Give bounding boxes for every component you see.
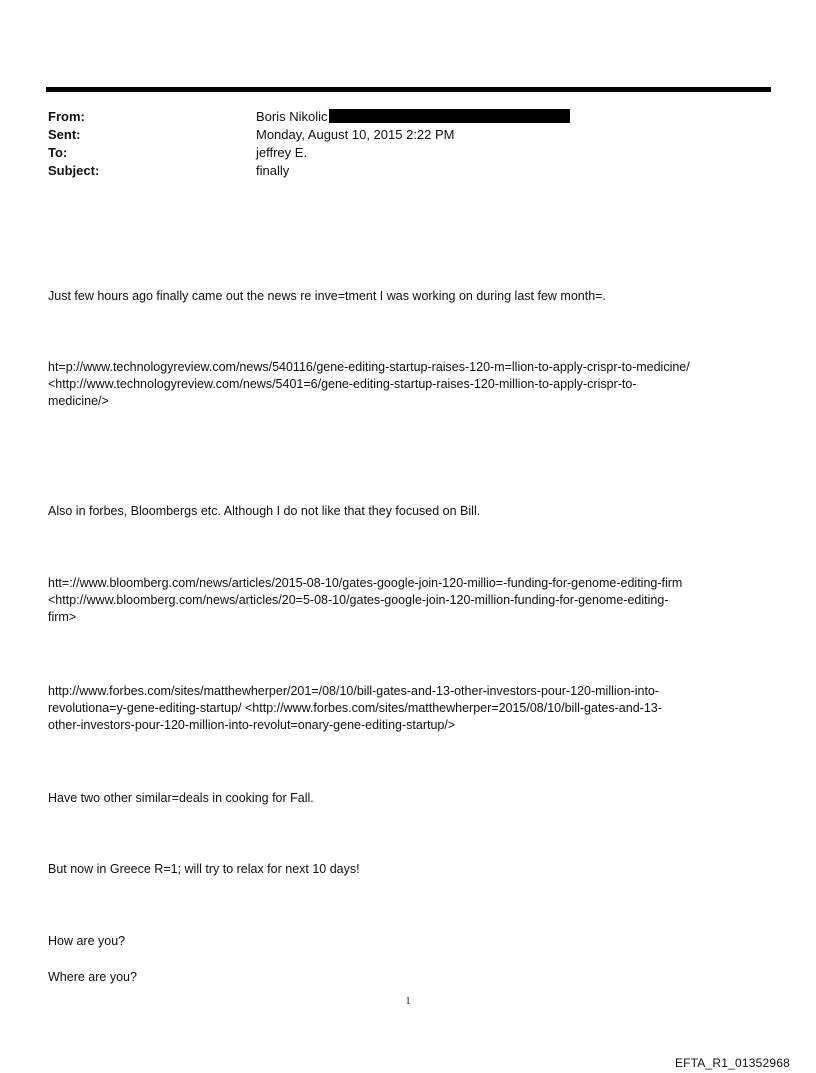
header-top-rule — [46, 87, 771, 92]
sent-value: Monday, August 10, 2015 2:22 PM — [256, 127, 455, 142]
sent-row — [48, 126, 768, 144]
body-paragraph-1: Just few hours ago finally came out the news re inve=tment I was working on during last few month=. — [48, 289, 606, 303]
body-paragraph-4 — [48, 575, 776, 626]
forbes-link-line-3: other-investors-pour-120-million-into-revolut=onary-gene-editing-startup/> — [48, 718, 456, 732]
technologyreview-link-line-1: ht=p://www.technologyreview.com/news/540116/gene-editing-startup-raises-120-m=llion-to-apply-crispr-to-medicine/ — [48, 360, 690, 374]
from-row — [48, 108, 768, 126]
body-paragraph-2 — [48, 359, 776, 410]
sent-label: Sent: — [48, 127, 81, 142]
forbes-link-line-1: http://www.forbes.com/sites/matthewherper/201=/08/10/bill-gates-and-13-other-investors-pour-120-million-into- — [48, 684, 660, 698]
subject-label: Subject: — [48, 163, 100, 178]
technologyreview-link-line-2: <http://www.technologyreview.com/news/5401=6/gene-editing-startup-raises-120-million-to-apply-crispr-to- — [48, 377, 637, 391]
document-id: EFTA_R1_01352968 — [674, 1056, 790, 1070]
subject-value: finally — [256, 163, 290, 178]
page-number: 1 — [405, 996, 411, 1007]
to-row — [48, 144, 768, 162]
body-paragraph-5 — [48, 683, 776, 734]
bloomberg-link-line-3: firm> — [48, 610, 77, 624]
body-paragraph-6: Have two other similar=deals in cooking for Fall. — [48, 791, 314, 805]
to-label: To: — [48, 145, 68, 160]
forbes-link-line-2: revolutiona=y-gene-editing-startup/ <http://www.forbes.com/sites/matthewherper=2015/08/10/bill-gates-and-13- — [48, 701, 662, 715]
from-value-wrap — [256, 108, 570, 126]
bloomberg-link-line-1: htt=://www.bloomberg.com/news/articles/2015-08-10/gates-google-join-120-millio=-funding-for-genome-editing-firm — [48, 576, 683, 590]
redaction-bar — [329, 109, 570, 123]
bloomberg-link-line-2: <http://www.bloomberg.com/news/articles/20=5-08-10/gates-google-join-120-million-funding-for-genome-editing- — [48, 593, 669, 607]
body-paragraph-8: How are you? — [48, 934, 126, 948]
body-paragraph-9: Where are you? — [48, 970, 137, 984]
to-value: jeffrey E. — [256, 145, 308, 160]
from-value: Boris Nikolic — [256, 109, 328, 124]
body-paragraph-3: Also in forbes, Bloombergs etc. Although I do not like that they focused on Bill. — [48, 504, 481, 518]
technologyreview-link-line-3: medicine/> — [48, 394, 109, 408]
body-paragraph-7: But now in Greece R=1; will try to relax for next 10 days! — [48, 862, 360, 876]
subject-row — [48, 162, 768, 180]
from-label: From: — [48, 109, 85, 124]
